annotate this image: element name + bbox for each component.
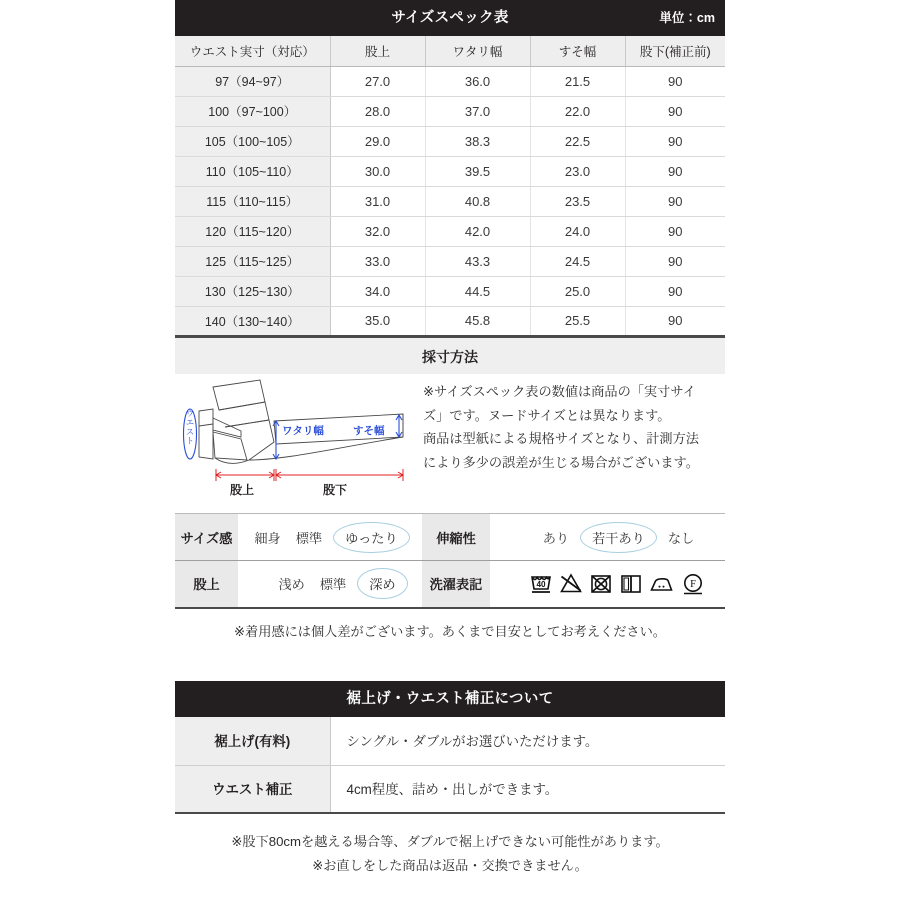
pants-measure-diagram xyxy=(175,374,425,504)
spec-cell-thigh: 39.5 xyxy=(425,156,530,186)
spec-cell-hem: 21.5 xyxy=(530,66,625,96)
diagram-label-inseam: 股下 xyxy=(323,483,348,497)
option-rise-shallow[interactable]: 浅め xyxy=(278,577,305,593)
spec-section-title: サイズスペック表 xyxy=(391,10,509,26)
option-stretch-yes[interactable]: あり xyxy=(542,530,570,546)
alteration-row-waist xyxy=(175,765,725,813)
measure-note-line: ※サイズスペック表の数値は商品の「実寸サイ xyxy=(423,384,696,399)
spec-cell-thigh: 38.3 xyxy=(425,126,530,156)
spec-cell-rise: 28.0 xyxy=(330,96,425,126)
alteration-section xyxy=(175,681,725,879)
spec-cell-rise: 33.0 xyxy=(330,246,425,276)
spec-cell-waist: 130（125~130） xyxy=(175,276,330,306)
spec-table-row xyxy=(175,306,725,336)
spec-cell-hem: 23.5 xyxy=(530,186,625,216)
spec-col-inseam: 股下(補正前) xyxy=(625,36,725,66)
spec-table-header-row xyxy=(175,36,725,66)
iron-low-icon xyxy=(649,572,675,596)
spec-table-row xyxy=(175,156,725,186)
spec-cell-rise: 30.0 xyxy=(330,156,425,186)
feel-options-size xyxy=(238,514,422,561)
option-rise-deep-selected[interactable]: 深め xyxy=(357,568,407,599)
feel-options-rise xyxy=(238,561,422,608)
measure-section xyxy=(175,336,725,504)
no-bleach-icon xyxy=(559,572,583,596)
spec-cell-rise: 35.0 xyxy=(330,306,425,336)
spec-cell-inseam: 90 xyxy=(625,186,725,216)
feel-label-stretch: 伸縮性 xyxy=(422,514,490,561)
diagram-label-thigh: ワタリ幅 xyxy=(282,425,324,437)
spec-cell-waist: 110（105~110） xyxy=(175,156,330,186)
spec-cell-rise: 32.0 xyxy=(330,216,425,246)
spec-cell-waist: 115（110~115） xyxy=(175,186,330,216)
spec-section-banner xyxy=(175,0,725,36)
dryclean-f-icon xyxy=(681,572,705,596)
spec-cell-thigh: 36.0 xyxy=(425,66,530,96)
option-stretch-slight-selected[interactable]: 若干あり xyxy=(580,522,657,553)
spec-cell-hem: 22.5 xyxy=(530,126,625,156)
alteration-section-title: 裾上げ・ウエスト補正について xyxy=(346,691,554,707)
spec-col-thigh: ワタリ幅 xyxy=(425,36,530,66)
measure-row xyxy=(175,374,725,504)
svg-text:40: 40 xyxy=(535,579,546,589)
alteration-table xyxy=(175,717,725,814)
wash-40-icon xyxy=(529,572,553,596)
spec-col-rise: 股上 xyxy=(330,36,425,66)
spec-cell-rise: 29.0 xyxy=(330,126,425,156)
feel-label-size: サイズ感 xyxy=(175,514,238,561)
spec-cell-waist: 140（130~140） xyxy=(175,306,330,336)
spec-cell-waist: 100（97~100） xyxy=(175,96,330,126)
spec-cell-hem: 23.0 xyxy=(530,156,625,186)
diagram-label-rise: 股上 xyxy=(230,483,255,497)
spec-cell-waist: 105（100~105） xyxy=(175,126,330,156)
feel-row-sizefeel xyxy=(175,514,725,561)
feel-washcare-icons-cell xyxy=(490,561,725,608)
spec-cell-hem: 25.5 xyxy=(530,306,625,336)
spec-cell-rise: 27.0 xyxy=(330,66,425,96)
spec-cell-thigh: 42.0 xyxy=(425,216,530,246)
spec-table-row xyxy=(175,246,725,276)
spec-cell-inseam: 90 xyxy=(625,96,725,126)
alteration-value-waist: 4cm程度、詰め・出しができます。 xyxy=(330,765,725,813)
feel-options-stretch xyxy=(490,514,725,561)
spec-table-row xyxy=(175,216,725,246)
spec-table-row xyxy=(175,96,725,126)
alteration-section-banner xyxy=(175,681,725,717)
diagram-label-waist: ウエスト xyxy=(185,409,195,446)
wash-care-icon-group xyxy=(491,572,724,596)
option-size-standard[interactable]: 標準 xyxy=(295,530,323,546)
spec-section xyxy=(175,0,725,337)
option-size-relaxed-selected[interactable]: ゆったり xyxy=(333,522,410,553)
measure-note xyxy=(423,380,725,474)
spec-table-row xyxy=(175,66,725,96)
no-tumble-dry-icon xyxy=(589,572,613,596)
alteration-label-waist: ウエスト補正 xyxy=(175,765,330,813)
option-group-stretch xyxy=(491,522,724,553)
spec-cell-hem: 24.0 xyxy=(530,216,625,246)
spec-cell-inseam: 90 xyxy=(625,126,725,156)
measure-section-title: 採寸方法 xyxy=(175,336,725,374)
spec-col-hem: すそ幅 xyxy=(530,36,625,66)
spec-cell-hem: 25.0 xyxy=(530,276,625,306)
spec-cell-inseam: 90 xyxy=(625,156,725,186)
spec-cell-rise: 31.0 xyxy=(330,186,425,216)
spec-cell-inseam: 90 xyxy=(625,276,725,306)
spec-cell-waist: 125（115~125） xyxy=(175,246,330,276)
feel-row-rise xyxy=(175,561,725,608)
alteration-value-hemming: シングル・ダブルがお選びいただけます。 xyxy=(330,717,725,765)
feel-label-washcare: 洗濯表記 xyxy=(422,561,490,608)
measure-note-line: ズ」です。ヌードサイズとは異なります。 xyxy=(423,407,671,423)
alteration-row-hemming xyxy=(175,717,725,765)
option-rise-standard[interactable]: 標準 xyxy=(319,577,347,593)
option-size-slim[interactable]: 細身 xyxy=(254,530,281,546)
spec-cell-thigh: 44.5 xyxy=(425,276,530,306)
measure-note-line: 商品は型紙による規格サイズとなり、計測方法 xyxy=(423,431,699,446)
spec-cell-waist: 97（94~97） xyxy=(175,66,330,96)
option-group-rise xyxy=(239,568,421,599)
alteration-note-line: ※お直しをした商品は返品・交換できません。 xyxy=(312,858,588,874)
diagram-label-hem: すそ幅 xyxy=(353,425,385,437)
spec-cell-thigh: 45.8 xyxy=(425,306,530,336)
spec-table-row xyxy=(175,126,725,156)
inseam-arrow xyxy=(276,469,403,481)
spec-table-row xyxy=(175,186,725,216)
feel-section xyxy=(175,513,725,644)
spec-cell-thigh: 40.8 xyxy=(425,186,530,216)
spec-cell-inseam: 90 xyxy=(625,66,725,96)
alteration-note-line: ※股下80cmを越える場合等、ダブルで裾上げできない可能性があります。 xyxy=(231,834,669,849)
alteration-label-hemming: 裾上げ(有料) xyxy=(175,717,330,765)
spec-col-waist: ウエスト実寸（対応） xyxy=(175,36,330,66)
spec-cell-waist: 120（115~120） xyxy=(175,216,330,246)
size-spec-table xyxy=(175,36,725,337)
spec-cell-thigh: 37.0 xyxy=(425,96,530,126)
option-stretch-none[interactable]: なし xyxy=(667,530,695,546)
measure-note-line: により多少の誤差が生じる場合がございます。 xyxy=(423,454,699,470)
spec-cell-hem: 24.5 xyxy=(530,246,625,276)
spec-cell-hem: 22.0 xyxy=(530,96,625,126)
size-feel-table xyxy=(175,513,725,609)
spec-cell-inseam: 90 xyxy=(625,306,725,336)
feel-label-rise: 股上 xyxy=(175,561,238,608)
rise-arrow xyxy=(216,469,274,481)
svg-text:F: F xyxy=(689,578,696,590)
feel-section-note: ※着用感には個人差がございます。あくまで目安としてお考えください。 xyxy=(234,623,666,639)
spec-cell-rise: 34.0 xyxy=(330,276,425,306)
option-group-size xyxy=(239,522,421,553)
spec-table-row xyxy=(175,276,725,306)
spec-unit-label: 単位：cm xyxy=(659,11,715,25)
pants-diagram-svg xyxy=(175,374,425,504)
spec-cell-thigh: 43.3 xyxy=(425,246,530,276)
drip-dry-vertical-icon xyxy=(619,572,643,596)
hem-arrow xyxy=(396,415,402,437)
alteration-notes xyxy=(175,830,725,879)
spec-cell-inseam: 90 xyxy=(625,216,725,246)
spec-cell-inseam: 90 xyxy=(625,246,725,276)
